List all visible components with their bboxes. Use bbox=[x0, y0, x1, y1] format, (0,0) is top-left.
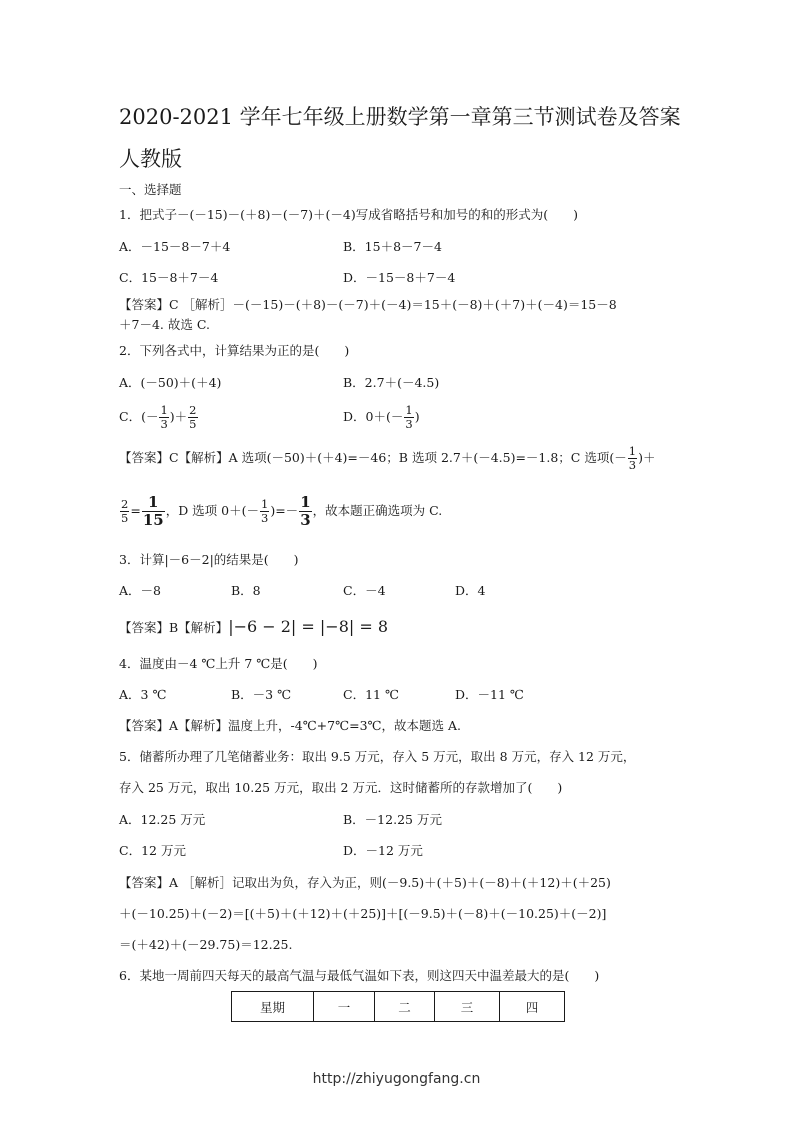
q2-d-post: ) bbox=[414, 409, 420, 424]
q2-c-mid: )＋ bbox=[169, 409, 188, 424]
q2-a-text: A．(－50)＋(＋4) bbox=[119, 375, 222, 390]
q5-answer-line3: ＝(＋42)＋(－29.75)＝12.25. bbox=[119, 937, 293, 952]
q2-ans-b-end: ，故本题正确选项为 C. bbox=[312, 503, 443, 518]
q3-option-d: D．4 bbox=[455, 583, 486, 598]
q2-ans-a-frac-num: 1 bbox=[628, 444, 637, 458]
q2-ans-b-mid2: )=－ bbox=[270, 503, 299, 518]
q5-answer-line2: ＋(－10.25)＋(－2)＝[(＋5)＋(＋12)＋(＋25)]＋[(－9.5)＋(－8)＋(－10.25)＋(－2)] bbox=[119, 906, 607, 921]
q2-option-a bbox=[119, 375, 440, 391]
q3-options bbox=[119, 583, 486, 599]
q5-option-d: D．－12 万元 bbox=[343, 843, 423, 858]
q2-ans-b-result bbox=[142, 494, 165, 529]
q2-d-frac-num: 1 bbox=[405, 403, 413, 417]
q4-options bbox=[119, 687, 524, 703]
q2-c-frac1-den: 3 bbox=[160, 417, 168, 431]
q2-d-pre: D．0＋(－ bbox=[343, 409, 404, 424]
q2-ans-b-frac bbox=[120, 498, 129, 525]
q2-ans-b-mid: ，D 选项 0＋(－ bbox=[165, 503, 259, 518]
table-header-weekday: 星期 bbox=[232, 992, 314, 1022]
q2-ans-b-frac-den: 5 bbox=[121, 511, 129, 525]
doc-title-line1: 2020-2021 学年七年级上册数学第一章第三节测试卷及答案 bbox=[119, 105, 681, 129]
q2-ans-b-frac2-den: 3 bbox=[261, 511, 269, 525]
footer-url: http://zhiyugongfang.cn bbox=[312, 1071, 481, 1087]
q5-option-a bbox=[119, 812, 442, 828]
q1-option-a bbox=[119, 239, 442, 255]
q4-stem: 4．温度由－4 ℃上升 7 ℃是( ) bbox=[119, 656, 318, 671]
q1-c-text: C．15－8＋7－4 bbox=[119, 270, 219, 285]
table-header-day4: 四 bbox=[500, 992, 565, 1022]
weather-table-header-row bbox=[232, 992, 565, 1022]
q2-option-c bbox=[119, 402, 199, 432]
q5-option-b: B．－12.25 万元 bbox=[343, 812, 442, 827]
q2-answer-line2 bbox=[119, 494, 442, 529]
q6-stem: 6．某地一周前四天每天的最高气温与最低气温如下表，则这四天中温差最大的是( ) bbox=[119, 968, 600, 983]
q2-ans-b-frac-num: 2 bbox=[121, 497, 129, 511]
q2-c-frac1-num: 1 bbox=[160, 403, 168, 417]
q2-ans-b-result2-den: 3 bbox=[300, 511, 311, 529]
table-header-day1: 一 bbox=[314, 992, 375, 1022]
q3-answer bbox=[119, 617, 388, 638]
q2-c-pre: C．(－ bbox=[119, 409, 159, 424]
q2-ans-b-eq: = bbox=[130, 503, 141, 518]
q2-ans-a-text: 【答案】C【解析】A 选项(－50)＋(＋4)=－46；B 选项 2.7＋(－4.5)=－1.8；C 选项(－ bbox=[119, 450, 627, 465]
q2-c-frac1 bbox=[159, 404, 168, 431]
q2-c-frac2 bbox=[188, 404, 197, 431]
q2-ans-b-result2 bbox=[299, 494, 311, 529]
q3-option-b: B．8 bbox=[231, 583, 261, 598]
q4-answer: 【答案】A【解析】温度上升，-4℃+7℃=3℃，故本题选 A. bbox=[119, 718, 461, 733]
q2-d-frac bbox=[404, 404, 413, 431]
q3-stem: 3．计算|－6－2|的结果是( ) bbox=[119, 552, 299, 567]
q2-ans-a-post: )＋ bbox=[638, 450, 656, 465]
q2-option-d bbox=[343, 402, 420, 432]
q2-ans-b-result2-num: 1 bbox=[300, 493, 311, 511]
q2-ans-b-result-den: 15 bbox=[142, 511, 164, 529]
q2-d-frac-den: 3 bbox=[405, 417, 413, 431]
section-heading: 一、选择题 bbox=[119, 182, 182, 197]
q2-ans-a-frac bbox=[628, 445, 637, 472]
q2-ans-b-frac2-num: 1 bbox=[261, 497, 269, 511]
q4-option-d: D．－11 ℃ bbox=[455, 687, 524, 702]
q3-answer-label: 【答案】B【解析】 bbox=[119, 620, 229, 635]
q5-c-text: C．12 万元 bbox=[119, 843, 186, 858]
q5-a-text: A．12.25 万元 bbox=[119, 812, 206, 827]
q2-answer-line1 bbox=[119, 443, 655, 473]
q1-a-text: A．－15－8－7＋4 bbox=[119, 239, 231, 254]
q4-option-b: B．－3 ℃ bbox=[231, 687, 292, 702]
q2-c-frac2-den: 5 bbox=[189, 417, 197, 431]
q2-c-frac2-num: 2 bbox=[189, 403, 197, 417]
q3-option-c: C．－4 bbox=[343, 583, 386, 598]
table-header-day2: 二 bbox=[375, 992, 435, 1022]
q2-option-b: B．2.7＋(－4.5) bbox=[343, 375, 440, 390]
q1-stem: 1．把式子－(－15)－(＋8)－(－7)＋(－4)写成省略括号和加号的和的形式为( ) bbox=[119, 207, 578, 222]
q5-answer-line1: 【答案】A ［解析］记取出为负，存入为正，则(－9.5)＋(＋5)＋(－8)＋(＋12)＋(＋25) bbox=[119, 875, 611, 890]
q2-stem: 2．下列各式中，计算结果为正的是( ) bbox=[119, 343, 350, 358]
q3-answer-math: |−6 − 2| = |−8| = 8 bbox=[228, 617, 389, 636]
q2-ans-b-frac2 bbox=[260, 498, 269, 525]
q2-ans-b-result-num: 1 bbox=[142, 494, 165, 512]
q5-stem-line1: 5．储蓄所办理了几笔储蓄业务：取出 9.5 万元，存入 5 万元，取出 8 万元，存入 12 万元， bbox=[119, 749, 636, 764]
q5-option-c bbox=[119, 843, 423, 859]
q1-option-b: B．15＋8－7－4 bbox=[343, 239, 442, 254]
table-header-day3: 三 bbox=[435, 992, 500, 1022]
q1-option-c bbox=[119, 270, 456, 286]
q1-answer-line2: ＋7－4. 故选 C. bbox=[119, 317, 210, 332]
q3-option-a: A．－8 bbox=[119, 583, 161, 598]
doc-title-line2: 人教版 bbox=[119, 147, 182, 171]
q4-option-c: C．11 ℃ bbox=[343, 687, 399, 702]
q1-answer-line1: 【答案】C ［解析］－(－15)－(＋8)－(－7)＋(－4)＝15＋(－8)＋(＋7)＋(－4)＝15－8 bbox=[119, 297, 617, 312]
q4-option-a: A．3 ℃ bbox=[119, 687, 167, 702]
q1-option-d: D．－15－8＋7－4 bbox=[343, 270, 456, 285]
q2-ans-a-frac-den: 3 bbox=[628, 458, 637, 472]
weather-table bbox=[231, 991, 565, 1022]
q5-stem-line2: 存入 25 万元，取出 10.25 万元，取出 2 万元．这时储蓄所的存款增加了( ) bbox=[119, 780, 563, 795]
